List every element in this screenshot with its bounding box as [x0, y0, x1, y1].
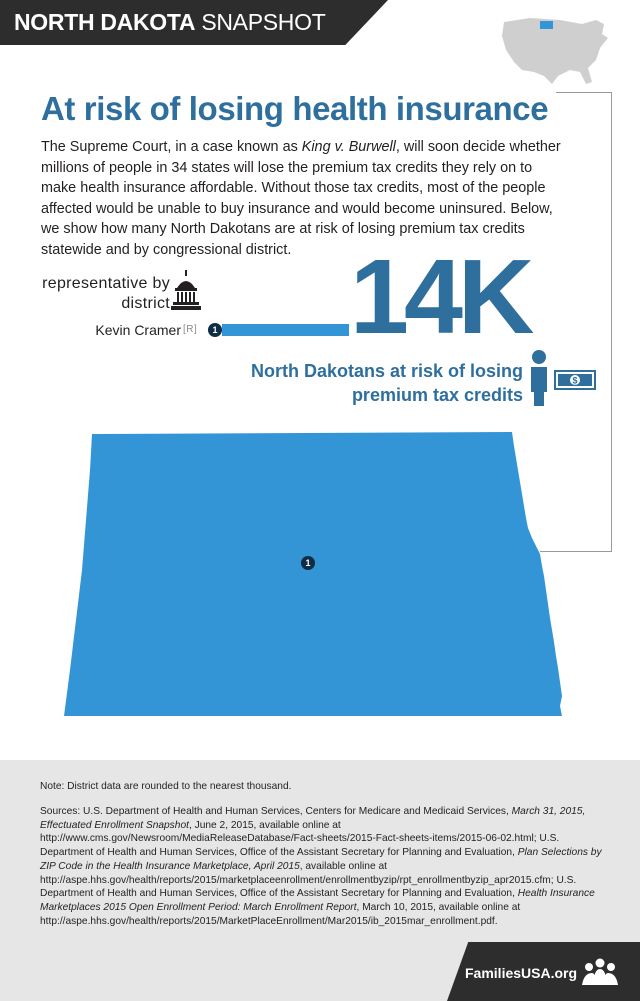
representative-name: Kevin Cramer	[95, 322, 181, 338]
us-locator-map-icon	[500, 12, 612, 90]
district-shape	[64, 432, 562, 716]
intro-paragraph: The Supreme Court, in a case known as King v. Burwell, will soon decide whether millions of people in 34 states will lose the premium tax credits they rely on to make health insurance affordable. Without those tax credits, most of the people affected would be unable to buy insurance and would become uninsured. Below, we show how many North Dakotans are at risk of losing premium tax credits statewide and by congressional district.	[41, 139, 561, 258]
money-icon	[554, 370, 596, 390]
header-title: NORTH DAKOTA SNAPSHOT	[14, 9, 326, 35]
district-marker: 1	[208, 323, 222, 337]
district-bar	[222, 324, 349, 336]
north-dakota-map	[60, 430, 580, 720]
north-dakota-highlight	[540, 21, 553, 29]
page-title: At risk of losing health insurance	[41, 90, 549, 127]
frame-line	[611, 92, 612, 551]
representative-party: [R]	[183, 324, 198, 335]
stat-value: 14K	[350, 238, 530, 356]
person-icon	[528, 350, 550, 406]
footer-sources: Sources: U.S. Department of Health and Human Services, Centers for Medicare and Medicaid Services, March 31, 2015, Effectuated Enrollment Snapshot, June 2, 2015, available online at http://www.cms.gov/Newsroom/MediaReleaseDatabase/Fact-sheets/2015-Fact-sheets-items/2015-06-02.html; U.S. Department of Health and Human Services, Office of the Assistant Secretary for Planning and Evaluation, Plan Selections by ZIP Code in the Health Insurance Marketplace, April 2015, available online at http://aspe.hhs.gov/health/reports/2015/marketplaceenrollment/enrollmentbyzip/rpt_enrollmentbyzip_apr2015.cfm; U.S. Department of Health and Human Services, Office of the Assistant Secretary for Planning and Evaluation, Health Insurance Marketplaces 2015 Open Enrollment Period: March Enrollment Report, March 10, 2015, available online at http://aspe.hhs.gov/health/reports/2015/MarketPlaceEnrollment/Mar2015/ib_2015mar_enrollment.pdf.	[40, 806, 602, 927]
brand-link[interactable]: FamiliesUSA.org	[465, 965, 578, 981]
stat-caption: North Dakotans at risk of losing premium tax credits	[250, 361, 523, 405]
representative-label: representative by district	[42, 275, 170, 312]
svg-text:$: $	[572, 375, 578, 386]
frame-line	[556, 92, 612, 93]
footer-note: Note: District data are rounded to the nearest thousand.	[40, 781, 292, 792]
capitol-icon	[170, 270, 202, 312]
case-name: King v. Burwell	[301, 139, 396, 155]
people-logo-icon	[580, 957, 620, 987]
map-district-marker: 1	[301, 556, 315, 570]
